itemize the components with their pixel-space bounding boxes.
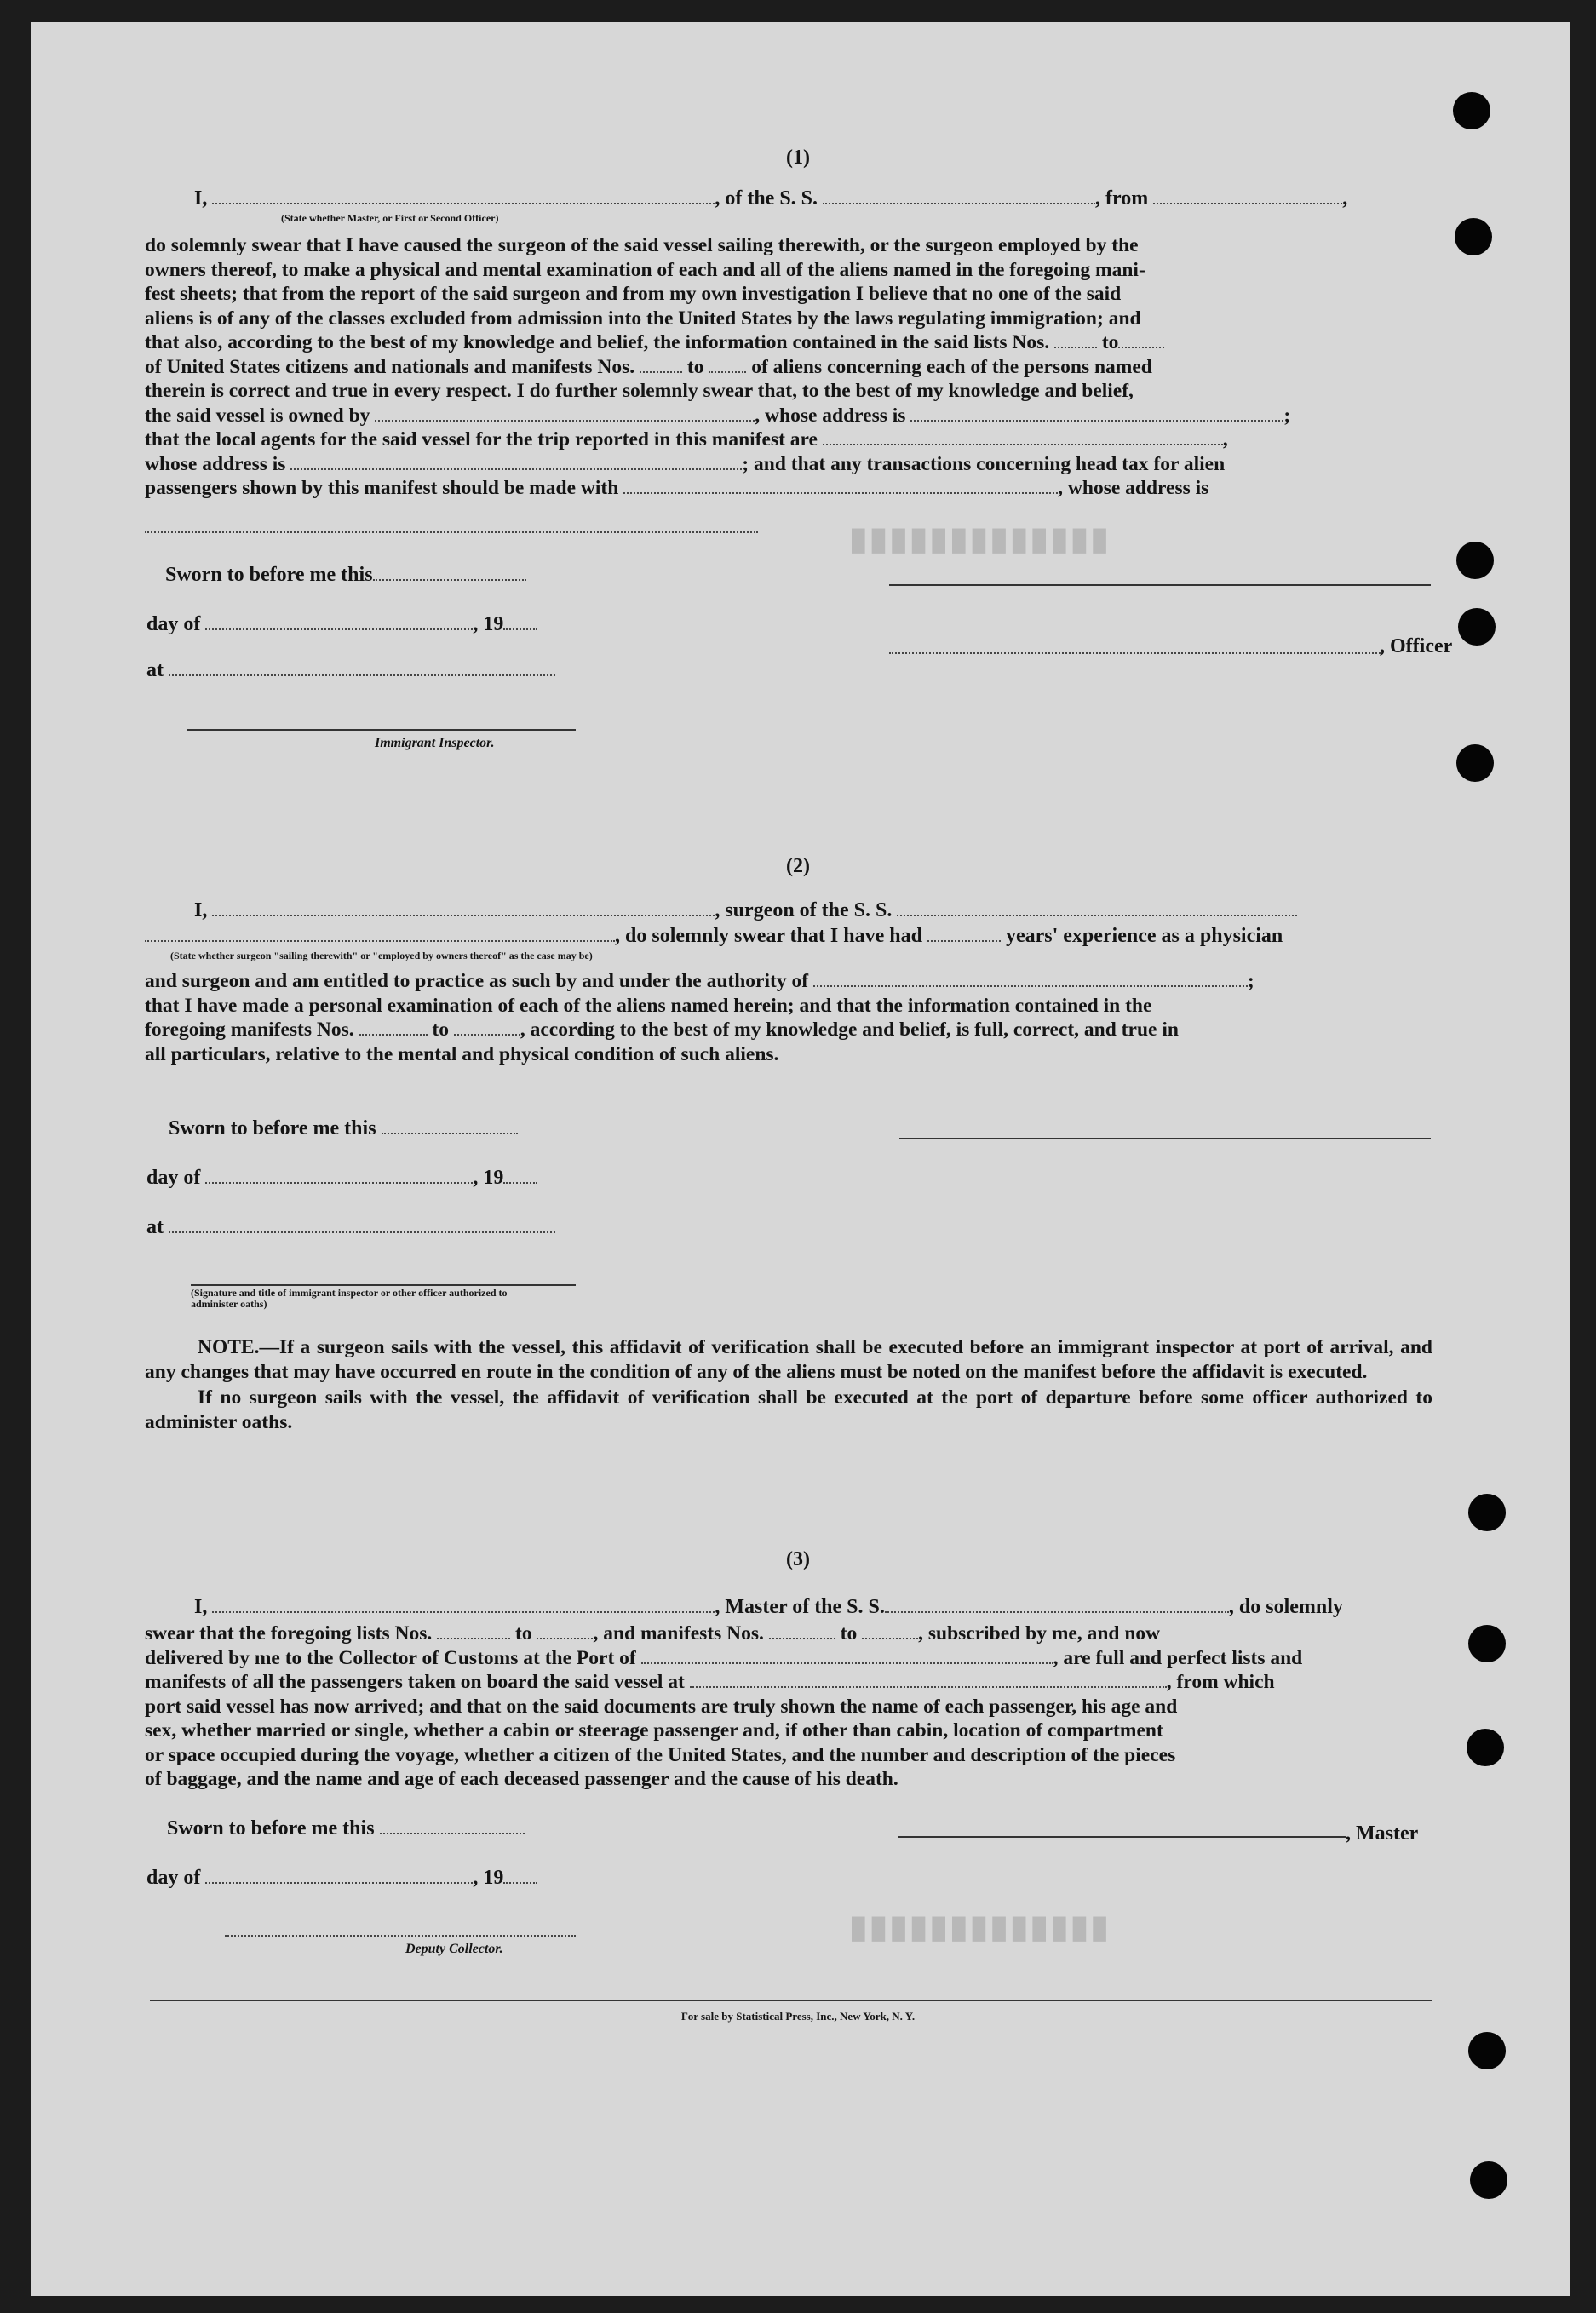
month-blank[interactable] [205, 613, 473, 630]
surgeon-status-blank[interactable] [145, 925, 615, 942]
manifests-from-blank[interactable] [640, 356, 682, 373]
inspector-signature-line[interactable] [187, 729, 576, 731]
punch-hole [1456, 542, 1494, 579]
embarkation-port-blank[interactable] [690, 1671, 1167, 1688]
year-blank-3[interactable] [503, 1867, 537, 1884]
officer-signature-line[interactable] [889, 584, 1431, 586]
oath-1-line-1: I, , of the S. S. , from , [194, 187, 1348, 209]
officer-name-blank-2[interactable] [889, 652, 1383, 654]
location-blank[interactable] [169, 659, 555, 676]
oath-1-body: do solemnly swear that I have caused the surgeon of the said vessel sailing therewith, or the surgeon employed by the owners thereof, to make a physical and mental examination of each and all of the aliens named in the foregoing mani- fest sheets; that from the report of the said surgeon and from my own investigation I believe that no one of the said aliens is of any of the classes excluded from admission into the United States by the laws regulating immigration; and that also, according to the best of my knowledge and belief, the information contained in the said lists Nos. to of United States citizens and nationals and manifests Nos. to of aliens concerning each of the persons named therein is correct and true in every respect. I do further solemnly swear that, to the best of my knowledge and belief, the said vessel is owned by , whose address is ; that the local agents for the said vessel for the trip reported in this manifest are , whose address is ; and that any transactions concerning head tax for alien passengers shown by this manifest should be made with , whose address is [145, 234, 1291, 499]
master-signature-line[interactable] [898, 1836, 1346, 1838]
punch-hole [1456, 744, 1494, 782]
deputy-collector-signature-line[interactable] [225, 1935, 576, 1937]
immigrant-inspector-caption: Immigrant Inspector. [375, 736, 495, 750]
surgeon-manifests-from-blank[interactable] [359, 1019, 428, 1036]
day-of-row-3: day of , 19 [146, 1867, 537, 1890]
sworn-day-blank-3[interactable] [380, 1817, 525, 1834]
lists-from-blank[interactable] [1054, 331, 1097, 348]
sworn-row-3: Sworn to before me this [167, 1817, 525, 1840]
printer-footer: For sale by Statistical Press, Inc., New York, N. Y. [680, 2010, 916, 2023]
month-blank-2[interactable] [205, 1167, 473, 1184]
head-tax-party-blank[interactable] [623, 477, 1058, 494]
master-manifests-from-blank[interactable] [769, 1622, 835, 1639]
sworn-row-2: Sworn to before me this [169, 1117, 518, 1140]
punch-hole [1468, 2032, 1506, 2069]
punch-hole [1455, 218, 1492, 255]
address-continuation-blank[interactable] [145, 531, 758, 533]
note-label: NOTE. [198, 1336, 260, 1358]
sworn-day-blank[interactable] [373, 564, 526, 581]
authority-blank[interactable] [813, 970, 1248, 987]
oath-3-body: swear that the foregoing lists Nos. to , and manifests Nos. to , subscribed by me, and now delivered by me to the Collector of Customs at the Port of , are full and perfect lists and manifests of all the passengers taken on board the said vessel at , from which port said vessel has now arrived; and that on the said documents are truly shown the name of each passenger, his age and sex, whether married or single, whether a cabin or steerage passenger and, if other than cabin, location of compartment or space occupied during the voyage, whether a citizen of the United States, and the number and description of the pieces of baggage, and the name and age of each deceased passenger and the cause of his death. [145, 1622, 1303, 1790]
sworn-row-1: Sworn to before me this [165, 564, 526, 587]
local-agents-blank[interactable] [823, 428, 1223, 445]
oath-2-line-1: I, , surgeon of the S. S. [194, 899, 1297, 922]
punch-hole [1468, 1625, 1506, 1662]
years-experience-blank[interactable] [927, 925, 1001, 942]
punch-hole [1467, 1729, 1504, 1766]
agent-address-blank[interactable] [290, 453, 742, 470]
vessel-owner-blank[interactable] [375, 405, 755, 422]
manifests-to-blank[interactable] [709, 356, 746, 373]
customs-port-blank[interactable] [641, 1647, 1053, 1664]
punch-hole [1458, 608, 1496, 646]
oath-1-from: , from [1095, 187, 1149, 209]
day-of-row-2: day of , 19 [146, 1167, 537, 1190]
officer-rank-caption: (State whether Master, or First or Second Officer) [281, 212, 499, 224]
section-2-heading: (2) [786, 855, 810, 877]
at-row-2: at [146, 1216, 555, 1239]
oath-2-line-2: , do solemnly swear that I have had years' experience as a physician [145, 925, 1283, 948]
day-of-row-1: day of , 19 [146, 613, 537, 636]
master-manifests-to-blank[interactable] [862, 1622, 918, 1639]
surgeon-status-caption: (State whether surgeon "sailing therewith" or "employed by owners thereof" as the case may be) [170, 950, 593, 961]
signature-title-caption: (Signature and title of immigrant inspector or other officer authorized to administer oaths) [191, 1287, 508, 1310]
punch-hole [1453, 92, 1490, 129]
surgeon-name-blank[interactable] [212, 899, 715, 916]
officer-name-blank[interactable] [212, 187, 715, 204]
departure-port-blank[interactable] [1153, 187, 1342, 204]
section-1-heading: (1) [786, 146, 810, 169]
master-lists-to-blank[interactable] [537, 1622, 593, 1639]
master-lists-from-blank[interactable] [437, 1622, 510, 1639]
master-vessel-blank[interactable] [885, 1596, 1229, 1613]
lists-to-blank[interactable] [1118, 331, 1164, 348]
year-blank[interactable] [503, 613, 537, 630]
month-blank-3[interactable] [205, 1867, 473, 1884]
owner-address-blank[interactable] [910, 405, 1283, 422]
sworn-day-blank-2[interactable] [382, 1117, 518, 1134]
bleed-through-texture: █████████████ [852, 528, 1113, 554]
officer-label: , Officer [1380, 635, 1453, 657]
section-3-heading: (3) [786, 1548, 810, 1570]
oath-2-body: and surgeon and am entitled to practice as such by and under the authority of ; that I have made a personal examination of each of the aliens named herein; and that the information contained in the foregoing manifests Nos. to , according to the best of my knowledge and belief, is full, correct, and true in all particulars, relative to the mental and physical condition of such aliens. [145, 970, 1254, 1065]
oath-1-of-ss: , of the S. S. [715, 187, 818, 209]
punch-hole [1470, 2161, 1507, 2199]
vessel-name-blank[interactable] [823, 187, 1095, 204]
note-block: NOTE.—If a surgeon sails with the vessel, this affidavit of verification shall be executed before an immigrant inspector at port of arrival, and any changes that may have occurred en route in the condition of any of the aliens must be noted on the manifest before the affidavit is executed. If no surgeon sails with the vessel, the affidavit of verification shall be executed at the port of departure before some officer authorized to administer oaths. [145, 1336, 1432, 1433]
master-label: , Master [1346, 1822, 1419, 1845]
bleed-through-texture: █████████████ [852, 1916, 1113, 1942]
footer-divider [150, 2000, 1432, 2001]
year-blank-2[interactable] [503, 1167, 537, 1184]
location-blank-2[interactable] [169, 1216, 555, 1233]
surgeon-signature-line[interactable] [899, 1138, 1431, 1139]
oath-3-line-1: I, , Master of the S. S. , do solemnly [194, 1596, 1343, 1618]
punch-hole [1468, 1494, 1506, 1531]
surgeon-vessel-blank[interactable] [897, 899, 1297, 916]
oath-1-i: I, [194, 187, 208, 209]
officer-signature-line-2[interactable] [191, 1284, 576, 1286]
deputy-collector-caption: Deputy Collector. [405, 1942, 503, 1956]
at-row-1: at [146, 659, 555, 682]
master-name-blank[interactable] [212, 1596, 715, 1613]
surgeon-manifests-to-blank[interactable] [454, 1019, 520, 1036]
